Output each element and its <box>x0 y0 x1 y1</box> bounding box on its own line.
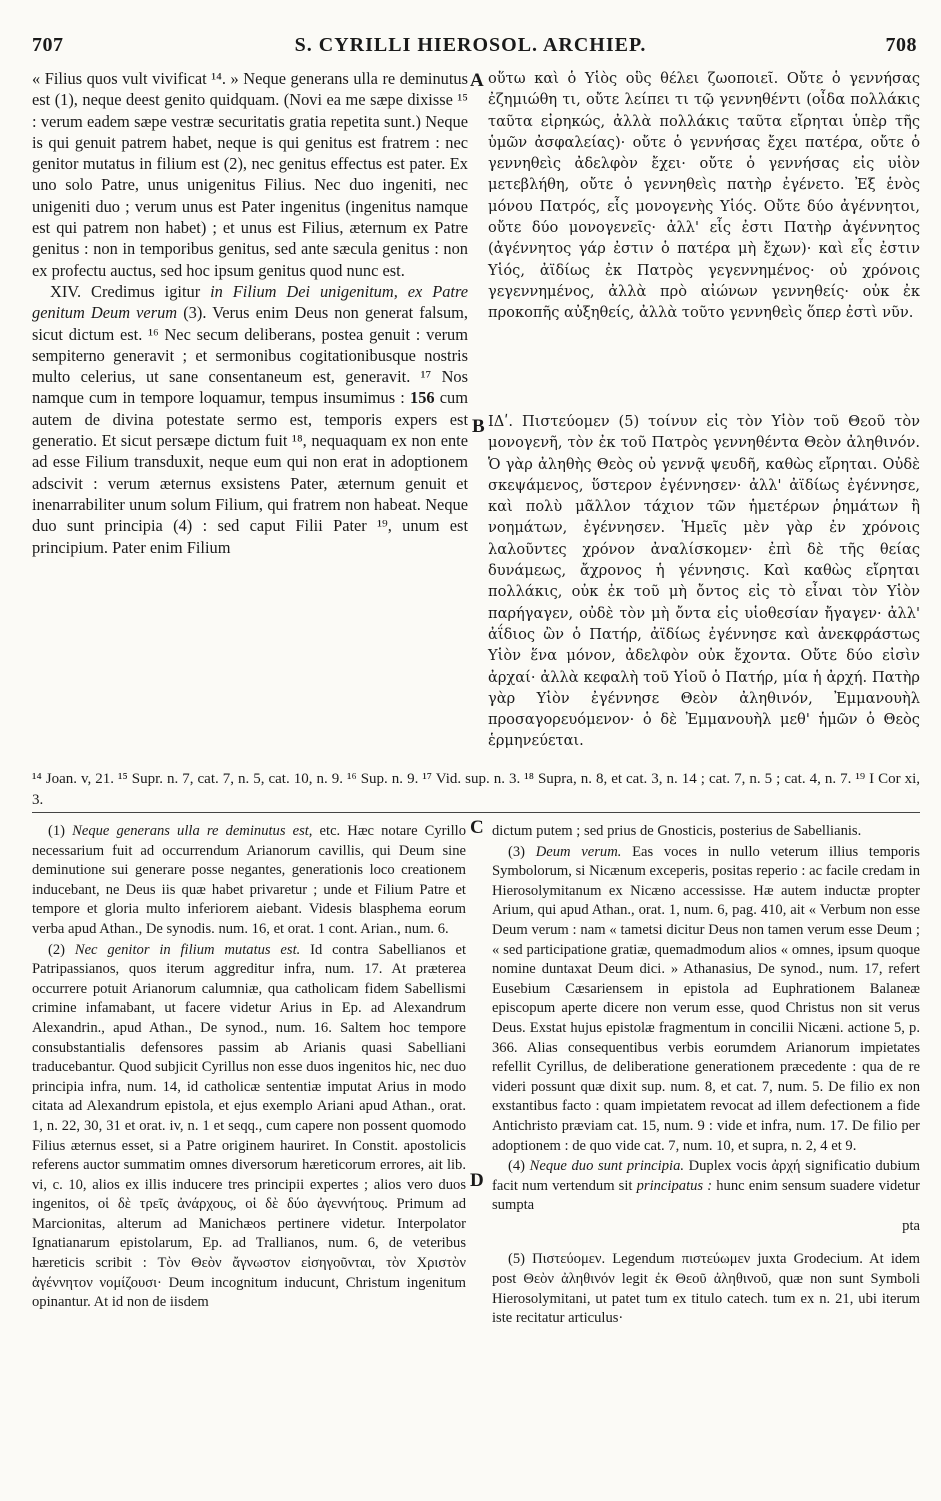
note-number: (2) <box>48 941 75 958</box>
note-lemma: Deum verum. <box>535 843 622 860</box>
note-lemma: Neque generans ulla re deminutus est, <box>72 823 313 839</box>
footnote-references: ¹⁴ Joan. v, 21. ¹⁵ Supr. n. 7, cat. 7, n. 5, cat. 10, n. 9. ¹⁶ Sup. n. 9. ¹⁷ Vid. sup. n. 3. ¹⁸ Supra, n. 8, et cat. 3, n. 14 ; cat. 7, n. 5 ; cat. 4, n. 7. ¹⁹ I Cor xi, 3. <box>32 771 920 808</box>
page-number-right: 708 <box>885 34 917 56</box>
latin-paragraph-2 <box>32 281 468 558</box>
note-5: (5) Πιστεύομεν. Legendum πιστεύωμεν juxta Grodecium. At idem post Θεὸν ἀληθινόν legit ἐκ Θεοῦ ἀληθινοῦ, quæ non sunt Symboli Hierosolymitani, ut patet tum ex titulo catech. tum ex n. 21, ubi iterum iste recitatur articulus· <box>492 1251 920 1327</box>
divider-rule <box>32 812 920 813</box>
note-4-end: pta <box>902 1217 920 1234</box>
note-number: (4) <box>508 1158 530 1175</box>
section-number: XIV. Credimus igitur <box>50 281 211 301</box>
note-lemma-2: principatus : <box>636 1177 713 1194</box>
note-text: Eas voces in nullo veterum illius temporis Symbolorum, si Nicænum exceperis, positas reperio : ac facile credam in Hierosolymitanum ex Nicæno accessisse. Hæ autem inductæ propter Arium, qui apud Athan., orat. 1, num. 6, pag. 410, ait « Verbum non esse Deum verum : nam « tametsi dicitur Deus non tamen verum esse Deum ; « sed participatione gratiæ, quemadmodum alios « omnes, ipsum quoque nomine duntaxat Deum dici. » Athanasius, De synod., num. 17, refert Eusebium Cæsariensem in epistola ad Euphrationem Balaneæ episcopum aperte dicere non verum esse, quod Christus non sit verus Deus. Exstat hujus epistolæ fragmentum in concilii Nicæni. actione 5, p. 366. Alias consequentibus verbis eorumdem Arianorum impietates refellit Cyrillus, de deliberatione generationem præcedente : qua de re videri possunt quæ dixit sup. num. 8, et cat. 7, num. 5. De filio ex non exstantibus facto : quam impietatem revocat ad illem defectionem a fide Antichristo præviam cat. 15, num. 9 : vide et infra, num. 17. De filio per adoptionem : de quo vide cat. 7, num. 10, et supra, n. 2, 4 et 9. <box>492 843 920 1154</box>
note-lemma: Neque duo sunt principia. <box>529 1158 685 1175</box>
greek-paragraph-2: ΙΔʹ. Πιστεύομεν (5) τοίνυν εἰς τὸν Υἱὸν τοῦ Θεοῦ τὸν μονογενῆ, τὸν ἐκ τοῦ Πατρὸς γεννηθέντα Θεὸν ἀληθινόν. Ὁ γὰρ ἀληθὴς Θεὸς οὐ γεννᾷ ψευδῆ, καθὼς εἴρηται. Οὐδὲ σκεψάμενος, ὕστερον ἐγέννησεν· ἀλλ' ἀϊδίως ἐγέννησε, καὶ πολὺ μᾶλλον τάχιον τῶν ἡμετέρων ῥημάτων ἢ νοημάτων, ἐγέννησεν. Ἡμεῖς μὲν γὰρ ἐν χρόνοις λαλοῦντες χρόνον ἀναλίσκομεν· ἐπὶ δὲ τῆς θείας δυνάμεως, ἄχρονος ἡ γέννησις. Καὶ καθὼς εἴρηται πολλάκις, οὐκ ἐκ τοῦ μὴ ὄντος εἰς τὸ εἶναι τὸν Υἱὸν παρήγαγεν, οὐδὲ τὸν μὴ ὄντα εἰς υἱοθεσίαν ἤγαγεν· ἀλλ' ἀΐδιος ὢν ὁ Πατήρ, ἀϊδίως ἐγέννησε καὶ ἀνεκφράστως Υἱὸν ἕνα μόνον, ἀδελφὸν οὐκ ἔχοντα. Οὔτε δύο εἰσὶν ἀρχαί· ἀλλὰ κεφαλὴ τοῦ Υἱοῦ ὁ Πατήρ, μία ἡ ἀρχή. Πατὴρ γὰρ Υἱὸν ἐγέννησε Θεὸν ἀληθινόν, Ἐμμανουὴλ προσαγορευόμενον· ὁ δὲ Ἐμμανουὴλ μεθ' ἡμῶν ὁ Θεὸς ἑρμηνεύεται. <box>488 413 920 750</box>
margin-letter-a: A <box>470 70 484 91</box>
note-4 <box>492 1157 920 1216</box>
latin-text-cont: cum autem de divina potestate sermo est, temporis expers est generatio. Et sicut persæpe dictum fuit ¹⁸, nequaquam ex non ente ad esse Filium transduxit, neque eum qui non erat in adoptionem adscivit : verum æternus exsistens Pater, æternum genuit et inenarrabiliter unum solum Filium, qui fratrem non habeat. Neque duo sunt principia (4) : sed caput Filii Pater ¹⁹, unum est principium. Pater enim Filium <box>32 388 468 557</box>
note-number: (1) <box>48 823 73 839</box>
latin-text: (3). Verus enim Deus non generat falsum, sicut dictum est. ¹⁶ Nec secum deliberans, postea genuit : verum sempiterno generavit ; et sermonibus cogitationibusque nostris multo celerius, ut sane consentaneum est, generavit. ¹⁷ Nos namque cum in tempore loquamur, tempus insumimus : <box>32 303 469 408</box>
note-text-2: hunc enim sensum suadere videtur sumpta <box>492 1177 920 1214</box>
note-text: etc. Hæc notare Cyrillo necessarium fuit ad occurrendum Arianorum cavillis, qui Deum sine deminutione sui generare posse negantes, generationis loco creationem inducebant, ne Deus iis quæ habet privaretur ; unde et Filium Patre et tempore et gloria multo inferiorem aiebant. Videsis blasphema eorum verba apud Athan., De synodis. num. 16, et orat. 1 cont. Arian., num. 6. <box>32 823 467 937</box>
creed-phrase: in Filium Dei unigenitum, ex Patre genitum Deum verum <box>32 281 468 323</box>
notes-right-column <box>492 822 920 1330</box>
note-number: (3) <box>508 843 536 860</box>
note-text: Id contra Sabellianos et Patripassianos, quos iterum aggreditur infra, num. 17. At præterea occurrere potuit Arianorum calumniæ, qua catholicam fidem Sabellismi crimine infamabant, ut facere videtur Arius in Ep. ad Alexandrum Alexandrin., apud Athan., De synod., num. 16. Saltem hoc tempore consubstantialis defensores passim ab Arianis quasi Sabelliani traducebantur. Quod subjicit Cyrillus non esse duos ingenitos hic, nec duo principia infra, num. 14, id catholicæ sententiæ imputat Arius in modo citata ad Alexandrum epistola, et ejus exemplo Ariani apud Athan., orat. 1, n. 22, 30, 31 et orat. iv, n. 1 et seqq., cum capere non possent quomodo Filius æternus esset, si a Patre originem hauriret. In Constit. apostolicis referens auctor summatim omnes diversorum hæreticorum errores, ait lib. vi, c. 10, alios ex illis inducere tres principii expertes ; alios vero duos ingenitos, οἱ δὲ τρεῖς ἀνάρχους, οἱ δὲ δύο ἀγεννήτους. Primum ad Marcionitas, alterum ad Manichæos pertinere videtur. Interpolator Ignatianarum epistolarum, Ep. ad Trallianos, num. 6, de veteribus hæreticis scribit : Τὸν Θεὸν ἄγνωστον εἰσηγοῦνται, τὸν Χριστὸν ἀγέννητον νομίζουσι· Deum incognitum inducunt, Christum ingenitum opinantur. At id non de iisdem <box>32 941 466 1311</box>
greek-paragraph-1: οὕτω καὶ ὁ Υἱὸς οὓς θέλει ζωοποιεῖ. Οὔτε ὁ γεννήσας ἐζημιώθη τι, οὔτε λείπει τι τῷ γεννηθέντι (οἶδα πολλάκις ταῦτα εἰρηκώς, ἀλλὰ πολλάκις ταῦτα εἴρηται ὑπὲρ τῆς ὑμῶν ἀσφαλείας)· οὔτε ὁ γεννήσας ἔχει πατέρα, οὔτε ὁ γεννηθεὶς ἀδελφὸν ἔχει· οὔτε ὁ γεννήσας εἰς υἱὸν μετεβλήθη, οὔτε ὁ γεννηθεὶς πατὴρ ἐγένετο. Ἐξ ἑνὸς μόνου Πατρός, εἷς μονογενὴς Υἱός. Οὔτε δύο ἀγέννητοι, οὔτε δύο μονογενεῖς· ἀλλ' εἷς ἐστι Πατὴρ ἀγέννητος (ἀγέννητος γάρ ἐστιν ὁ πατέρα μὴ ἔχων)· καὶ εἷς ἐστιν Υἱός, ἀϊδίως ἐκ Πατρὸς γεγεννημένος· οὐ χρόνοις γεγεννημένος, ἀλλὰ πρὸ αἰώνων γεννηθείς· οὐκ ἐκ προκοπῆς αὐξηθείς, ἀλλὰ τοῦτο γεννηθεὶς ὅπερ ἐστὶ νῦν. <box>488 70 920 322</box>
notes-left-column <box>32 822 466 1314</box>
note-continuation: dictum putem ; sed prius de Gnosticis, posterius de Sabellianis. <box>492 823 862 839</box>
note-lemma: Nec genitor in filium mutatus est. <box>74 941 301 958</box>
margin-letter-b: B <box>472 416 485 437</box>
page-number-left: 707 <box>32 34 64 56</box>
margin-letter-c: C <box>470 817 484 838</box>
note-1 <box>32 822 466 940</box>
note-3 <box>492 843 920 1157</box>
note-2 <box>32 941 466 1313</box>
note-text: Duplex vocis ἀρχή significatio dubium facit num vertendum sit <box>492 1158 920 1194</box>
margin-letter-d: D <box>470 1170 484 1191</box>
running-title: S. CYRILLI HIEROSOL. ARCHIEP. <box>294 34 647 56</box>
latin-column <box>32 68 468 558</box>
latin-paragraph-1: « Filius quos vult vivificat ¹⁴. » Neque generans ulla re deminutus est (1), neque deest genito quidquam. (Novi ea me sæpe dixisse ¹⁵ : verum eadem sæpe vestræ securitatis gratia repetita sunt.) Neque is qui genuit patrem habet, neque is qui genitus est fratrem : nec genitor mutatus in filium est (2), nec genitus effectus est pater. Ex uno solo Patre, unus unigenitus Filius. Nec duo ingeniti, nec unigeniti duo ; verum unus est Pater ingenitus (ingenitus namque est qui patrem non habet) ; et unus est Filius, æternum ex Patre genitus : non in temporibus genitus, sed ante sæcula genitus : non ex profectu auctus, sed hoc ipsum genitus quod nunc est. <box>32 69 468 280</box>
column-number: 156 <box>410 388 435 408</box>
